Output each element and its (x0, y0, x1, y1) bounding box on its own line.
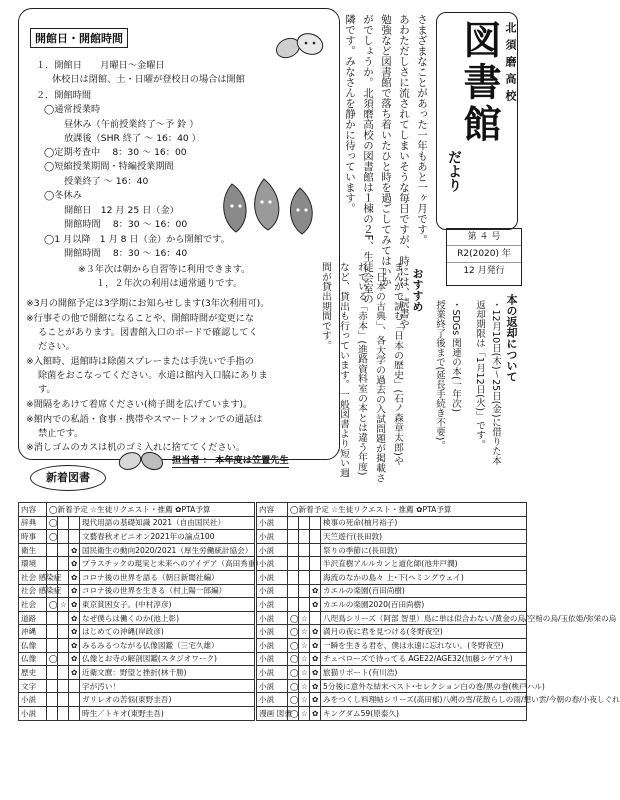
opening-hours-line: 昼休み（午前授業終了～予 鈴 ） (64, 119, 199, 130)
opening-hours-line: １，２年次の利用は通常通りです。 (96, 278, 243, 289)
book-title: 検事の死命(柚月裕子) (321, 516, 527, 530)
book-flag: ◯ (47, 598, 58, 612)
return-notice-title: 本の返却について (505, 294, 518, 382)
book-flag: ◯ (288, 638, 299, 652)
table-row (19, 693, 527, 707)
opening-hours-line: ◯定期考査中 8：30 ～ 16：00 (44, 147, 187, 158)
book-flag (288, 530, 299, 544)
intro-column: 隣です。みなさんを静かに待っています。 (344, 14, 356, 214)
book-flag: ✿ (310, 625, 321, 639)
book-title: プラスチックの現実と未来へのアイデア（高田秀重） (80, 557, 256, 571)
book-flag (58, 666, 69, 680)
table-row (19, 652, 527, 666)
book-title: カエルの楽園(百田尚樹) (321, 584, 527, 598)
book-flag: ☆ (58, 598, 69, 612)
book-flag: ✿ (69, 584, 80, 598)
book-flag: ✿ (310, 598, 321, 612)
issue-date: 12 月発行 (463, 266, 505, 276)
book-flag: ☆ (299, 611, 310, 625)
book-category: 道路 (19, 611, 47, 625)
table-row (19, 557, 527, 571)
book-title: 半沢直樹アルルカンと道化師(池井戸潤) (321, 557, 527, 571)
book-flag: ✿ (69, 570, 80, 584)
opening-hours-line: す。 (38, 384, 56, 395)
book-title: 一瞬を生きる君を、僕は永遠に忘れない。(冬野夜空) (321, 638, 527, 652)
book-title: カエルの楽園2020(百田尚樹) (321, 598, 527, 612)
table-row (19, 543, 527, 557)
book-flag (288, 516, 299, 530)
book-category: 小説 (256, 693, 288, 707)
intro-column: さまざまなことがあった一年もあと一ヶ月です。 (416, 14, 428, 245)
intro-column: 勉強など図書館で落ち着いたひと時を過ごしてみてはいか (380, 14, 392, 287)
book-flag (310, 557, 321, 571)
book-flag (310, 530, 321, 544)
book-flag (69, 530, 80, 544)
book-flag: ◯ (288, 706, 299, 720)
book-title: みをつくし料理帖シリーズ(高田郁)八朔の雪/花散らしの雨/想い雲/今朝の春/小夜しぐれ (321, 693, 527, 707)
book-flag: ◯ (288, 611, 299, 625)
header-category: 内容 (256, 503, 288, 517)
newsletter-title: 図書館 (457, 20, 502, 146)
intro-column: がでしょうか。北須磨高校の図書館は１棟の２F、生徒会室の (362, 14, 374, 304)
book-flag (47, 693, 58, 707)
book-category: 社会 (19, 598, 47, 612)
header-legend: ◯新着予定 ☆生徒リクエスト・推薦 ✿PTA予算 (47, 503, 256, 517)
school-name: 北須磨高校 (504, 22, 517, 107)
book-title: なぜ僕らは働くのか(池上彰) (80, 611, 256, 625)
table-row (19, 706, 527, 720)
book-title: コロナ後の世界を生きる（村上陽一郎編） (80, 584, 256, 598)
book-flag: ☆ (299, 625, 310, 639)
book-flag (47, 625, 58, 639)
book-flag (69, 693, 80, 707)
book-flag (69, 679, 80, 693)
opening-hours-line: 禁止です。 (38, 428, 84, 439)
header-category: 内容 (19, 503, 47, 517)
book-flag (299, 598, 310, 612)
issue-year: R2(2020) 年 (447, 246, 521, 263)
book-category: 小説 (256, 611, 288, 625)
book-category: 小説 (256, 516, 288, 530)
recommend-line: 「日本の古典」、各大学の過去の入試問題が掲載さ (374, 262, 385, 483)
opening-hours-line: ◯1 月以降 1 月 8 日（金）から開館です。 (44, 234, 230, 245)
opening-hours-line: 開館時間 8：30 ～ 16：40 (64, 248, 188, 259)
book-title: 海流のなかの島々 上･下(ヘミングウェイ) (321, 570, 527, 584)
table-row (19, 638, 527, 652)
book-flag: ◯ (47, 530, 58, 544)
table-row (19, 625, 527, 639)
book-title: ガリレオの苦悩(東野圭吾) (80, 693, 256, 707)
book-flag: ◯ (288, 652, 299, 666)
book-category: 辞典 (19, 516, 47, 530)
book-category: 小説 (256, 625, 288, 639)
opening-hours-line: ◯通常授業時 (44, 104, 101, 115)
opening-hours-line: 開館日 12 月 25 日（金） (64, 205, 179, 216)
opening-hours-line: ２．開館時間 (36, 90, 92, 101)
issue-info-box (446, 228, 522, 286)
recommend-line: 間が貸出期間です。 (320, 262, 331, 351)
opening-hours-line: ※3月の開館予定は3学期にお知らせします(3年次利用可)。 (26, 298, 270, 309)
book-title: みるみるつながる仏像図鑑（三宅久雄） (80, 638, 256, 652)
book-flag (47, 543, 58, 557)
book-flag (47, 557, 58, 571)
book-flag (288, 598, 299, 612)
book-flag (310, 611, 321, 625)
book-flag: ✿ (69, 543, 80, 557)
book-flag (58, 557, 69, 571)
book-flag: ◯ (47, 516, 58, 530)
opening-hours-line: ※入館時、退館時は除菌スプレーまたは手洗いで手指の (26, 356, 254, 367)
book-flag (47, 679, 58, 693)
book-flag (58, 543, 69, 557)
leaf-illustration-top (270, 30, 330, 66)
opening-hours-line: ださい。 (38, 341, 75, 352)
book-title: チュベローズで待ってる AGE22/AGE32(加藤シゲアキ) (321, 652, 527, 666)
book-category: 文字 (19, 679, 47, 693)
book-flag: ☆ (299, 638, 310, 652)
book-flag: ☆ (299, 693, 310, 707)
book-category: 小説 (256, 543, 288, 557)
book-flag (310, 543, 321, 557)
book-flag: ✿ (310, 706, 321, 720)
table-header-row (19, 503, 527, 517)
book-flag (69, 706, 80, 720)
new-books-table (18, 502, 620, 721)
book-flag (299, 570, 310, 584)
book-category: 小説 (256, 638, 288, 652)
book-flag: ☆ (299, 706, 310, 720)
book-category: 衛生 (19, 543, 47, 557)
table-row (19, 598, 527, 612)
book-title: 八咫鳥シリーズ（阿部 智里）鳥に単は似合わない/黄金の烏/空棺の烏/玉依姫/弥栄の烏 (321, 611, 527, 625)
book-category: 仏像 (19, 638, 47, 652)
book-title: はじめての沖縄(岸政彦) (80, 625, 256, 639)
book-category: 漫画 図書 (256, 706, 288, 720)
book-flag: ✿ (69, 638, 80, 652)
book-flag: ✿ (310, 679, 321, 693)
opening-hours-line: １．開館日 月曜日～金曜日 (36, 60, 165, 71)
book-title: コロナ後の世界を語る（朝日新聞社編） (80, 570, 256, 584)
book-flag (58, 611, 69, 625)
leaf-illustration-bottom (112, 446, 172, 476)
book-flag: ✿ (69, 611, 80, 625)
table-row (19, 584, 527, 598)
opening-hours-line: ※消しゴムのカスは机のゴミ入れに捨ててください。 (26, 442, 246, 453)
book-title: 祭りの季節に(長田敦) (321, 543, 527, 557)
book-flag: ✿ (310, 638, 321, 652)
book-title: 国民衛生の動向2020/2021（厚生労働統計協会） (80, 543, 256, 557)
book-flag: ✿ (310, 652, 321, 666)
book-flag (58, 679, 69, 693)
book-flag: ✿ (310, 693, 321, 707)
opening-hours-line: ◯短縮授業期間・特編授業期間 (44, 161, 174, 172)
book-flag: ✿ (69, 557, 80, 571)
book-category: 小説 (256, 679, 288, 693)
book-flag (299, 543, 310, 557)
book-flag (299, 584, 310, 598)
book-title: 5分後に意外な結末ベスト･セレクション白の巻/黒の巻(桃戸ハル) (321, 679, 527, 693)
book-title: 仏像とお寺の解剖図鑑(スタジオワーク) (80, 652, 256, 666)
opening-hours-line: 放課後（SHR 終了 ～ 16：40 ） (64, 133, 201, 144)
book-flag (288, 570, 299, 584)
book-flag (299, 516, 310, 530)
book-flag: ✿ (310, 584, 321, 598)
return-notice-line: ・12月10日(木)～25日(金)に借りた本 (490, 300, 501, 466)
title-suffix: だより (446, 150, 462, 192)
book-category: 環境 (19, 557, 47, 571)
opening-hours-line: 開館時間 8：30 ～ 16：00 (64, 219, 188, 230)
table-row (19, 666, 527, 680)
book-category: 小説 (256, 557, 288, 571)
table-row (19, 570, 527, 584)
opening-hours-line: 休校日は閉館、土・日曜が登校日の場合は開館 (52, 74, 245, 85)
book-category: 小説 (19, 693, 47, 707)
book-title: 字が汚い！ (80, 679, 256, 693)
intro-column: あわただしさに流されてしまいそうな毎日ですが、時には、読書や (398, 14, 410, 329)
book-flag (58, 625, 69, 639)
book-flag (288, 557, 299, 571)
staff-note: 担当者 ： 本年度は笠置先生 (172, 455, 289, 466)
book-flag (58, 516, 69, 530)
book-flag (69, 516, 80, 530)
book-title: 時生／トキオ(東野圭吾) (80, 706, 256, 720)
book-flag (58, 530, 69, 544)
book-flag (310, 516, 321, 530)
book-flag (47, 706, 58, 720)
book-category: 時事 (19, 530, 47, 544)
opening-hours-line: 除菌をおこなってください。水道は館内入口脇にありま (38, 370, 268, 381)
book-flag (288, 584, 299, 598)
book-category: 小説 (256, 584, 288, 598)
book-flag (299, 530, 310, 544)
issue-number: 第 ４ 号 (447, 229, 521, 246)
book-category: 小説 (256, 598, 288, 612)
book-flag: ◯ (288, 625, 299, 639)
recommend-line: など、貸出も行っています。一般図書より短い週 (338, 262, 349, 478)
book-flag: ◯ (288, 679, 299, 693)
book-category: 小説 (256, 530, 288, 544)
book-flag (47, 638, 58, 652)
book-title: 現代用語の基礎知識 2021（自由国民社） (80, 516, 256, 530)
header-legend: ◯新着予定 ☆生徒リクエスト・推薦 ✿PTA予算 (288, 503, 527, 517)
book-category: 社会 感染症 (19, 584, 47, 598)
book-flag (58, 638, 69, 652)
table-row (19, 611, 527, 625)
opening-hours-line: ることがあります。図書館入口のボードで確認してく (38, 327, 258, 338)
book-category: 小説 (256, 652, 288, 666)
table-row (19, 679, 527, 693)
table-row (19, 530, 527, 544)
book-flag: ◯ (288, 666, 299, 680)
book-category: 社会 感染症 (19, 570, 47, 584)
book-category: 小説 (256, 570, 288, 584)
recommend-title: おすすめ (411, 268, 424, 312)
book-title: 天竺遊行(長田敦) (321, 530, 527, 544)
book-flag: ☆ (299, 666, 310, 680)
book-flag (47, 611, 58, 625)
return-notice-line: 返却期限は「1月12日(火)」です。 (474, 300, 485, 450)
recommend-line: まんがで読む「日本の歴史」(石ノ森章太郎)や (392, 262, 403, 466)
book-title: 旅猫リポート(有川浩) (321, 666, 527, 680)
book-category: 沖縄 (19, 625, 47, 639)
return-notice-line: ・SDGs 関連の本(一年次) (450, 300, 461, 413)
book-flag: ✿ (310, 666, 321, 680)
book-category: 小説 (256, 666, 288, 680)
book-flag (58, 652, 69, 666)
book-title: 満月の夜に君を見つける(冬野夜空) (321, 625, 527, 639)
book-flag (47, 666, 58, 680)
opening-hours-line: ◯冬休み (44, 190, 82, 201)
book-flag: ◯ (47, 652, 58, 666)
book-category: 小説 (19, 706, 47, 720)
book-title: 東京貧困女子。(中村淳彦) (80, 598, 256, 612)
book-flag (288, 543, 299, 557)
book-category: 仏像 (19, 652, 47, 666)
book-flag (299, 557, 310, 571)
return-notice-line: 授業終了後まで(延長手続き不要)。 (434, 300, 445, 450)
recommend-line: れている「赤本」(進路資料室の本とは違う年度) (356, 262, 367, 476)
book-flag (310, 570, 321, 584)
opening-hours-line: 授業終了 ～ 16：40 (64, 176, 149, 187)
book-flag: ◯ (288, 693, 299, 707)
book-flag: ✿ (69, 666, 80, 680)
book-flag: ✿ (69, 598, 80, 612)
book-flag (58, 706, 69, 720)
opening-hours-line: ※館内での私語・食事・携帯やスマートフォンでの通話は (26, 414, 263, 425)
table-row (19, 516, 527, 530)
opening-hours-line: ※３年次は朝から自習等に利用できます。 (78, 264, 251, 275)
new-books-heading: 新着図書 (30, 465, 106, 491)
book-title: 文藝春秋オピニオン2021年の論点100 (80, 530, 256, 544)
opening-hours-title: 開館日・開館時間 (30, 28, 128, 48)
book-category: 歴史 (19, 666, 47, 680)
opening-hours-line: ※行事その他で開館になることや、開館時間が変更にな (26, 313, 255, 324)
book-title: 近衛文麿：野望と挫折(林千勝) (80, 666, 256, 680)
opening-hours-line: ※間隔をあけて着席ください(椅子間を広げています)。 (26, 399, 253, 410)
leaf-characters-illustration (214, 174, 324, 244)
book-flag: ☆ (299, 679, 310, 693)
book-flag: ☆ (299, 652, 310, 666)
book-flag: ✿ (69, 652, 80, 666)
book-flag: ✿ (69, 625, 80, 639)
book-title: キングダム59(原泰久) (321, 706, 527, 720)
book-flag (58, 693, 69, 707)
